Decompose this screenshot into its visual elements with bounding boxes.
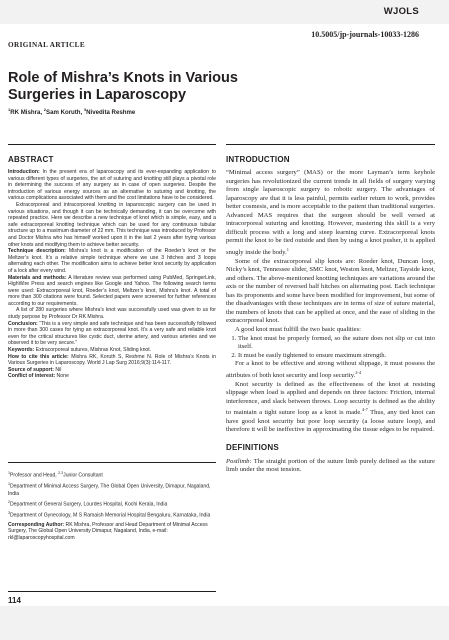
- author-name: Nivedita Reshme: [86, 109, 136, 117]
- intro-para2: Extracorporeal and intracorporeal knotting in laparoscopic surgery can be used in various situations, and though it can be technically demanding, it can be overcome with repeated practice. Here we describe a new technique of knot which is simple, easy, and a safe extracorporeal knotting technique which can be used for any continuous tubular structure up to a maximum diameter of 22 mm. This technique was introduced by Professor and Doctor Mishra who has himself worked upon it in the last 2 years after trying various other knots and modifying them to achieve better security.: [8, 201, 216, 248]
- doi-link[interactable]: 10.5005/jp-journals-10033-1286: [311, 30, 419, 39]
- top-header-band: [0, 0, 449, 24]
- introduction-heading: INTRODUCTION: [226, 155, 290, 164]
- corr-text: RK Mishra, Professor and Head Department of Minimal Access Surgery, The Global Open University Dimapur, Nagaland, India, e-mail: rkl@laparoscopyhospital.com: [8, 521, 208, 541]
- intro-paragraph: Knot security is defined as the effectiveness of the knot at resisting slippage when load is applied and depends on three factors: Friction, internal interference, and slack between throws. Loop security is defined as the ability to maintain a tight suture loop as a knot is made.$^{4-7}$ Thus, any tied knot can have good knot security but poor loop security (a loose suture loop), and therefore it will be ineffective in approximating the tissue edges to be repaired.: [226, 380, 435, 434]
- source-text: Nil: [53, 366, 62, 373]
- aff-sup: 1: [8, 482, 10, 487]
- introduction-body: [226, 169, 435, 475]
- corr-label: Corresponding Author:: [8, 521, 65, 528]
- aff-sup: 1: [8, 471, 10, 475]
- aff-sup: 2: [8, 500, 10, 505]
- keywords-label: Keywords:: [8, 347, 35, 354]
- affiliation-rule: [8, 462, 216, 463]
- keywords-text: Extracorporeal sutures, Mishras Knot, Sliding knot.: [34, 347, 152, 354]
- postlimb-text: The straight portion of the suture limb purely defined as the suture limb under the most tension.: [226, 457, 435, 474]
- journal-name: WJOLS: [383, 6, 419, 17]
- cite-label: How to cite this article:: [8, 353, 69, 360]
- definition-postlimb: [226, 458, 435, 475]
- intro-paragraph: “Minimal access surgery” (MAS) or the more Layman’s term keyhole surgeries has revolutionized the current trends in all fields of surgery varying from single laparoscopic surgery to robotic surgery. The advantages of laparoscopy are that it is less painful, permits earlier return to work, provides better cosmesis, and is more acceptable to the patient than traditional surgeries. Advanced MAS requires that the surgeon should be well versed at intracorporeal suturing and knotting. However, mastering this skill is a very difficult process with a long and steep learning curve. Extracorporeal knots permit the knot to be tied outside and then by using a knot pusher, it is applied snugly inside the body.$^1$: [226, 169, 435, 257]
- intro-label: Introduction:: [8, 169, 40, 175]
- abstract-body: [8, 169, 216, 380]
- intro-text: In the present era of laparoscopy and its ever-expanding application to various different types of surgeries, the art of suturing and knotting still plays a pivotal role in determining the success of any surgery as in case of open surgeries. Despite the introduction of various energy sources as an alternative to suturing and knotting, the various complications associated with them and the cost limitations have to be considered.: [8, 169, 216, 202]
- intro-rule: [226, 144, 435, 145]
- affiliations: [8, 470, 216, 544]
- footer-rule: [8, 591, 216, 592]
- page-number: 114: [8, 596, 21, 605]
- aff-department: Department of Minimal Access Surgery, The Global Open University, Dimapur, Nagaland, India: [8, 483, 211, 497]
- bottom-band: [0, 606, 449, 640]
- materials-label: Materials and methods:: [8, 274, 67, 281]
- ref-sup: 4-7: [361, 407, 368, 413]
- abstract-rule: [8, 144, 216, 145]
- author-list: [8, 107, 135, 116]
- author-sup: 3: [83, 107, 87, 112]
- knot-qualities-list: [226, 335, 435, 361]
- materials-para2: A list of 280 surgeries where Mishra’s knot was successfully used was given to us for study purpose by Professor Dr RK Mishra.: [8, 307, 216, 321]
- author-sup: 2: [43, 107, 46, 112]
- conflict-text: None: [55, 373, 69, 380]
- author-sup: 1: [8, 107, 11, 112]
- list-item: 2. It must be easily tightened to ensure maximum strength.: [238, 352, 435, 361]
- article-type: ORIGINAL ARTICLE: [8, 41, 86, 49]
- aff-sup: 3: [8, 511, 10, 516]
- conclusion-label: Conclusion:: [8, 320, 38, 327]
- conflict-label: Conflict of interest:: [8, 373, 56, 380]
- abstract-heading: ABSTRACT: [8, 155, 54, 164]
- source-label: Source of support:: [8, 366, 54, 373]
- intro-paragraph: Some of the extracorporeal slip knots are: Roeder knot, Duncan loop, Nicky’s knot, Tennessee slider, SMC knot, Weston knot, Meltzer, Tayside knot, and others. The above-mentioned knotting techniques are variations around the axis or the number of reversed half hitches on alternating post. Each technique has its proponents and some have been modified for improvement, but some of the disadvantages with these techniques are in terms of size of suture material, the numbers of knots that can be applied at once, and the ease of sliding in the extracorporeal knot.: [226, 257, 435, 325]
- author-name: Sam Koruth,: [46, 109, 84, 117]
- technique-text: Mishra’s knot is a modification of the Roeder’s knot or the Meltzer’s knot. It’s a relative simple technique where we use 3 hitches and 3 loops alternating each other. The modification aims to achieve better knot security by application of a lock after every wind.: [8, 248, 216, 274]
- aff-position: Junior Consultant: [63, 472, 103, 479]
- ref-sup: 1: [286, 246, 289, 252]
- technique-label: Technique description:: [8, 248, 66, 255]
- author-name: RK Mishra,: [10, 109, 44, 117]
- aff-position: Professor and Head,: [10, 472, 59, 479]
- intro-paragraph: A good knot must fulfill the two basic qualities:: [235, 326, 362, 334]
- aff-department: Department of Gynecology, M S Ramaish Memorial Hospital Bengaluru, Karnataka, India: [10, 513, 211, 520]
- cite-text: Mishra RK, Koruth S, Reshme N. Role of Mishra’s Knots in Various Surgeries in Laparoscopy. World J Lap Surg 2016;9(3):114-117.: [8, 353, 216, 367]
- aff-department: Department of General Surgery, Lourdes Hospital, Kochi Kerala, India: [10, 501, 168, 508]
- aff-sup: 2,3: [58, 471, 64, 475]
- ref-sup: 2-4: [355, 369, 362, 375]
- materials-text: A literature review was performed using PubMed, SpringerLink, HighWire Press and search engines like Google and Yahoo. The following search terms were used: Extracorporeal knot, Roeder’s knot, Meltzer’s knot, Mishra’s knot. A total of more than 300 citations were found. Selected papers were screened for further references according to our requirements.: [8, 274, 216, 307]
- postlimb-label: Postlimb:: [226, 457, 252, 465]
- definitions-heading: DEFINITIONS: [226, 442, 279, 452]
- conclusion-text: “This is a very simple and safe technique and has been successfully followed in more than 300 cases for tying an extracorporeal knot. It’s a very safe and reliable knot even for the critical structures like cystic duct, uterine artery, and various arteries and we observed it to be very secure.”: [8, 320, 216, 347]
- intro-paragraph: For a knot to be effective and strong without slippage, it must possess the attributes of both knot security and loop security.$^{2-4}$: [226, 360, 435, 379]
- article-title: Role of Mishra’s Knots in Various Surgeries in Laparoscopy: [8, 70, 238, 103]
- list-item: 1. The knot must be properly formed, so the suture does not slip or cut into itself.: [238, 335, 435, 352]
